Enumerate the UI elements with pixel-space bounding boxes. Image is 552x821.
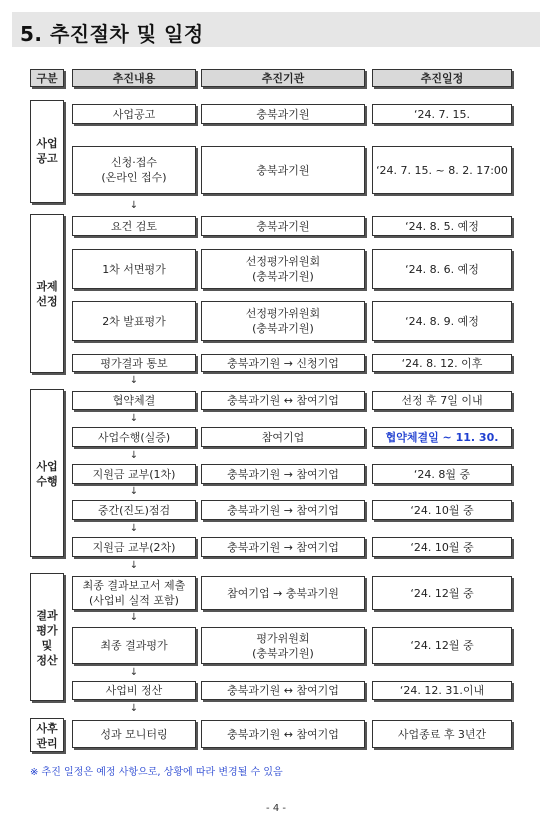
schedule-note: ※ 추진 일정은 예정 사항으로, 상황에 따라 변경될 수 있음 [30, 767, 283, 778]
group-label: 과제 선정 [36, 280, 58, 308]
group-label: 결과 평가 및 정산 [36, 609, 58, 667]
task-cell: 요건 검토 [72, 216, 196, 236]
date-cell: ‘24. 7. 15. [372, 104, 512, 124]
flow-arrow: ↓ [129, 560, 139, 571]
date-cell: ‘24. 12월 중 [372, 576, 512, 610]
header-schedule: 추진일정 [372, 69, 512, 87]
task-cell: 지원금 교부(1차) [72, 464, 196, 484]
group-evaluation [30, 573, 64, 701]
flow-arrow: ↓ [129, 200, 139, 211]
task-cell: 최종 결과보고서 제출 (사업비 실적 포함) [72, 576, 196, 610]
date-cell: ‘24. 12. 31.이내 [372, 681, 512, 700]
group-selection [30, 214, 64, 373]
flow-arrow: ↓ [129, 612, 139, 623]
task-cell: 1차 서면평가 [72, 249, 196, 289]
task-cell: 사업공고 [72, 104, 196, 124]
date-cell: ‘24. 10월 중 [372, 537, 512, 557]
task-cell: 지원금 교부(2차) [72, 537, 196, 557]
org-cell: 참여기업 [201, 427, 365, 447]
header-category: 구분 [30, 69, 64, 87]
task-cell: 신청·접수 (온라인 접수) [72, 146, 196, 194]
date-cell: ‘24. 8. 5. 예정 [372, 216, 512, 236]
org-cell: 선정평가위원회 (충북과기원) [201, 249, 365, 289]
date-cell-highlight: 협약체결일 ~ 11. 30. [372, 427, 512, 447]
date-cell: ‘24. 10월 중 [372, 500, 512, 520]
page-number: - 4 - [266, 803, 286, 814]
date-cell: ‘24. 8. 12. 이후 [372, 354, 512, 372]
task-cell: 최종 결과평가 [72, 627, 196, 664]
group-announcement [30, 100, 64, 203]
org-cell: 충북과기원 ↔ 참여기업 [201, 391, 365, 410]
org-cell: 충북과기원 [201, 146, 365, 194]
header-task: 추진내용 [72, 69, 196, 87]
date-cell: ‘24. 7. 15. ~ 8. 2. 17:00 [372, 146, 512, 194]
flow-arrow: ↓ [129, 703, 139, 714]
org-cell: 충북과기원 [201, 216, 365, 236]
task-cell: 성과 모니터링 [72, 720, 196, 748]
date-cell: ‘24. 12월 중 [372, 627, 512, 664]
org-cell: 평가위원회 (충북과기원) [201, 627, 365, 664]
task-cell: 협약체결 [72, 391, 196, 410]
org-cell: 충북과기원 ↔ 참여기업 [201, 681, 365, 700]
flow-arrow: ↓ [129, 413, 139, 424]
flow-arrow: ↓ [129, 450, 139, 461]
group-label: 사후 관리 [36, 722, 58, 750]
flow-arrow: ↓ [129, 486, 139, 497]
org-cell: 충북과기원 ↔ 참여기업 [201, 720, 365, 748]
date-cell: ‘24. 8월 중 [372, 464, 512, 484]
org-cell: 선정평가위원회 (충북과기원) [201, 301, 365, 341]
task-cell: 평가결과 통보 [72, 354, 196, 372]
flow-arrow: ↓ [129, 375, 139, 386]
group-execution [30, 389, 64, 557]
section-title-bar [12, 12, 540, 47]
header-organization: 추진기관 [201, 69, 365, 87]
task-cell: 중간(진도)점검 [72, 500, 196, 520]
flow-arrow: ↓ [129, 667, 139, 678]
org-cell: 충북과기원 → 신청기업 [201, 354, 365, 372]
group-label: 사업 공고 [36, 137, 58, 165]
org-cell: 충북과기원 → 참여기업 [201, 500, 365, 520]
org-cell: 참여기업 → 충북과기원 [201, 576, 365, 610]
date-cell: 사업종료 후 3년간 [372, 720, 512, 748]
org-cell: 충북과기원 → 참여기업 [201, 464, 365, 484]
org-cell: 충북과기원 → 참여기업 [201, 537, 365, 557]
org-cell: 충북과기원 [201, 104, 365, 124]
task-cell: 사업수행(실증) [72, 427, 196, 447]
task-cell: 사업비 정산 [72, 681, 196, 700]
date-cell: ‘24. 8. 9. 예정 [372, 301, 512, 341]
task-cell: 2차 발표평가 [72, 301, 196, 341]
flow-arrow: ↓ [129, 523, 139, 534]
section-title: 5. 추진절차 및 일정 [20, 22, 204, 46]
group-follow-up [30, 718, 64, 752]
date-cell: ‘24. 8. 6. 예정 [372, 249, 512, 289]
date-cell: 선정 후 7일 이내 [372, 391, 512, 410]
group-label: 사업 수행 [36, 460, 58, 488]
